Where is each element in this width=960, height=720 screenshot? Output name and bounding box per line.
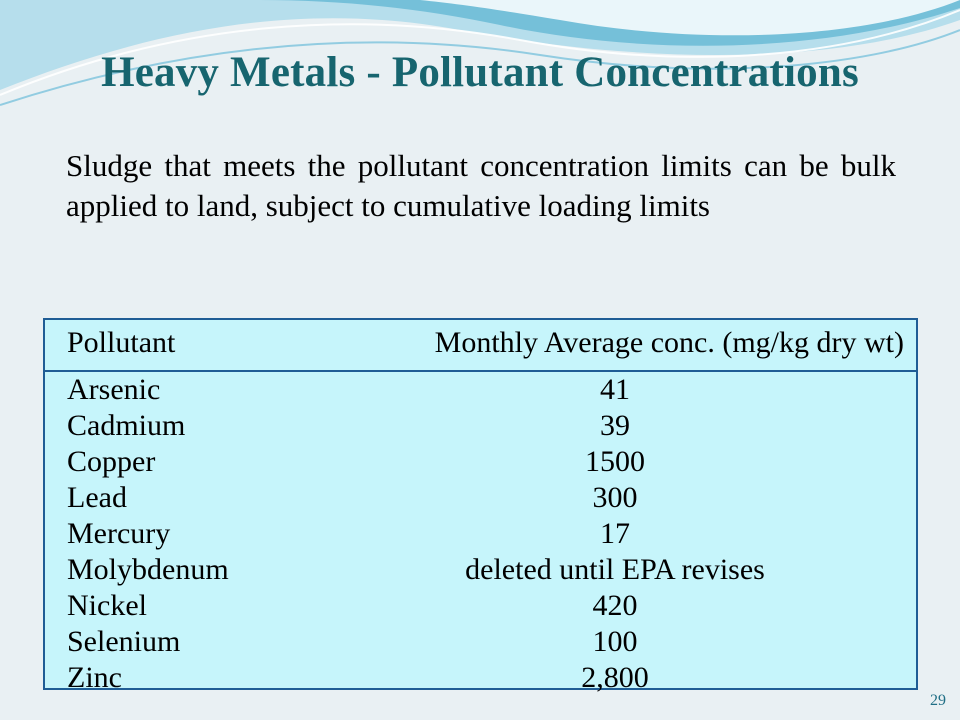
header-pollutant: Pollutant	[67, 326, 176, 359]
pollutant-name: Molybdenum	[67, 553, 229, 586]
body-text: Sludge that meets the pollutant concentration limits can be bulk applied to land, subject to cumulative loading limits	[66, 148, 896, 223]
pollutant-name: Copper	[67, 445, 156, 478]
pollutant-name: Mercury	[67, 517, 171, 550]
table-row	[45, 444, 916, 480]
table-row	[45, 624, 916, 660]
pollutant-name: Arsenic	[67, 373, 161, 406]
concentration-value: 100	[592, 625, 638, 658]
concentration-value: deleted until EPA revises	[465, 553, 765, 586]
table-row	[45, 480, 916, 516]
table-row	[45, 552, 916, 588]
table-row	[45, 588, 916, 624]
table-header	[45, 320, 916, 372]
table-row	[45, 372, 916, 408]
concentration-value: 2,800	[581, 661, 649, 694]
pollutant-name: Nickel	[67, 589, 147, 622]
slide-number: 29	[930, 692, 946, 709]
pollutant-table	[43, 318, 918, 694]
table-body	[45, 372, 916, 696]
concentration-value: 17	[600, 517, 630, 550]
pollutant-name: Selenium	[67, 625, 181, 658]
table-row	[45, 408, 916, 444]
concentration-value: 1500	[585, 445, 645, 478]
header-concentration: Monthly Average conc. (mg/kg dry wt)	[434, 326, 904, 359]
concentration-value: 420	[592, 589, 638, 622]
concentration-value: 41	[600, 373, 630, 406]
pollutant-name: Lead	[67, 481, 127, 514]
pollutant-name: Cadmium	[67, 409, 186, 442]
table-row	[45, 516, 916, 552]
concentration-value: 300	[592, 481, 638, 514]
page-title: Heavy Metals - Pollutant Concentrations	[101, 49, 859, 96]
table-row	[45, 660, 916, 696]
pollutant-name: Zinc	[67, 661, 122, 694]
concentration-value: 39	[600, 409, 630, 442]
